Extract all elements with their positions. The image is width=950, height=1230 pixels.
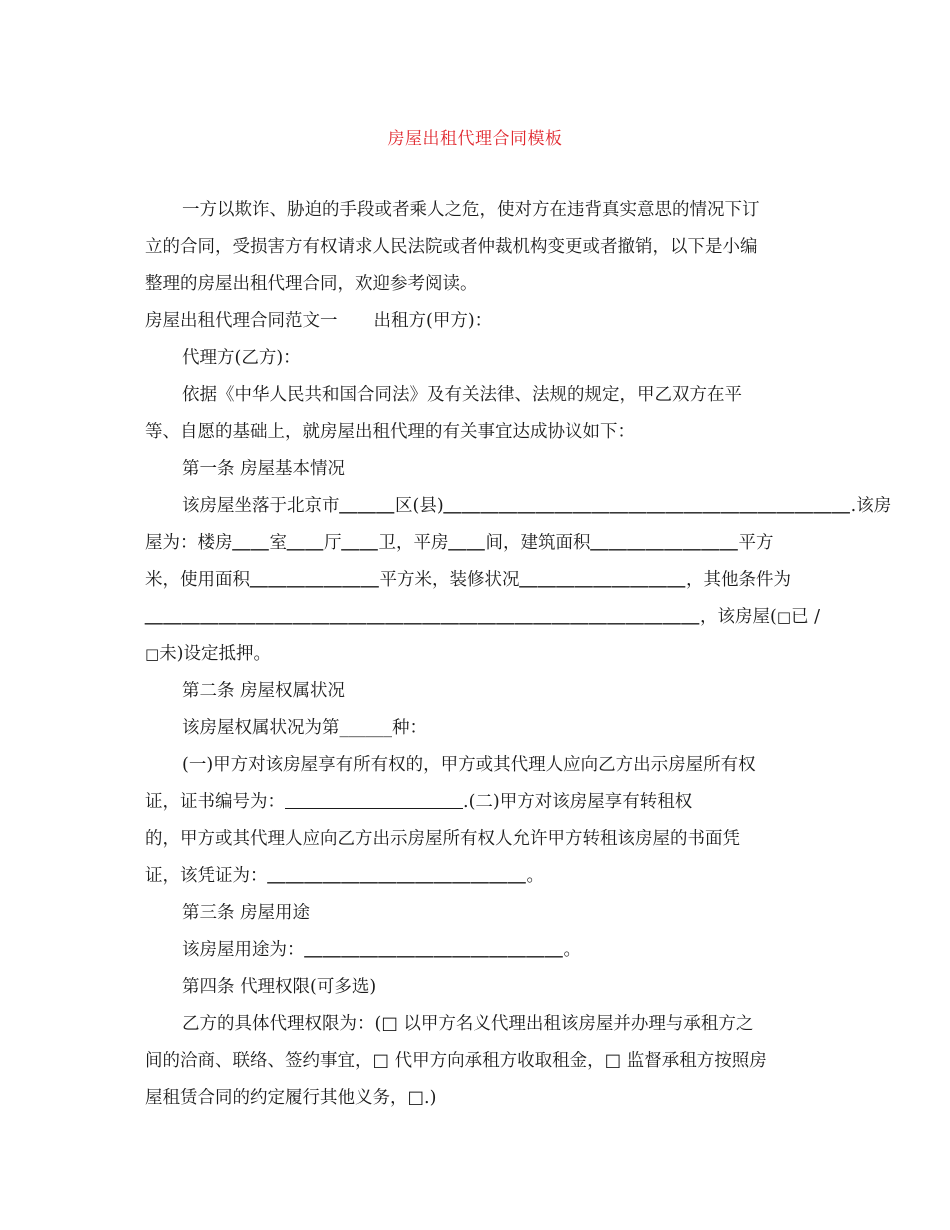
article-3-line-1 xyxy=(145,932,810,969)
halls-blank: ＿＿ xyxy=(287,533,324,553)
line-end-text: .该房 xyxy=(850,496,892,516)
basis-line-2: 等、自愿的基础上，就房屋出租代理的有关事宜达成协议如下： xyxy=(145,422,635,442)
article-2-line-5 xyxy=(145,858,810,895)
article-1-line-2 xyxy=(145,525,810,562)
intro-line-1: 一方以欺诈、胁迫的手段或者乘人之危，使对方在违背真实意思的情况下订 xyxy=(182,200,760,220)
location-label: 该房屋坐落于北京市 xyxy=(182,496,340,516)
article-1-line-1 xyxy=(145,488,892,525)
article-2-heading: 第二条 房屋权属状况 xyxy=(182,681,346,701)
article-4-line-2: 间的洽商、联络、签约事宜，□ 代甲方向承租方收取租金，□ 监督承租方按照房 xyxy=(145,1051,767,1071)
certificate-label: 证，证书编号为： xyxy=(145,792,285,812)
baths-label: 卫，平房 xyxy=(378,533,449,553)
rooms-label: 室 xyxy=(269,533,287,553)
baths-blank: ＿＿ xyxy=(341,533,379,553)
sublease-text: .(二)甲方对该房屋享有转租权 xyxy=(463,792,693,812)
article-2-line-3 xyxy=(145,784,810,821)
article-4-line-3: 屋租赁合同的约定履行其他义务，□.) xyxy=(145,1088,437,1108)
article-1-line-5 xyxy=(145,636,810,673)
article-1-line-3 xyxy=(145,562,810,599)
decoration-label: 平方米，装修状况 xyxy=(379,570,520,590)
halls-label: 厅 xyxy=(324,533,342,553)
usage-blank: ＿＿＿＿＿＿＿＿＿＿＿＿＿＿ xyxy=(304,940,564,960)
sample-heading: 房屋出租代理合同范文一 xyxy=(145,311,338,331)
other-conditions-blank: ＿＿＿＿＿＿＿＿＿＿＿＿＿＿＿＿＿＿＿＿＿＿＿＿＿＿＿＿＿＿ xyxy=(145,607,700,627)
period: 。 xyxy=(563,940,581,960)
document-title: 房屋出租代理合同模板 xyxy=(387,129,563,149)
voucher-label: 证，该凭证为： xyxy=(145,866,268,886)
article-2-line-2: (一)甲方对该房屋享有所有权的，甲方或其代理人应向乙方出示房屋所有权 xyxy=(182,755,756,775)
article-3-heading: 第三条 房屋用途 xyxy=(182,903,311,923)
usable-area-blank: ＿＿＿＿＿＿＿ xyxy=(250,570,380,590)
area-unit: 平方 xyxy=(738,533,774,553)
article-2-line-1: 该房屋权属状况为第______种： xyxy=(182,718,427,738)
building-label: 屋为：楼房 xyxy=(145,533,233,553)
rooms-blank: ＿＿ xyxy=(232,533,270,553)
decoration-blank: ＿＿＿＿＿＿＿＿＿ xyxy=(519,570,686,590)
mortgage-yes-label: 已 / xyxy=(791,607,820,627)
mortgage-label: ，该房屋( xyxy=(700,607,777,627)
article-2-line-4: 的，甲方或其代理人应向乙方出示房屋所有权人允许甲方转租该房屋的书面凭 xyxy=(145,829,740,849)
document-body xyxy=(145,192,892,1117)
bungalow-blank: ＿＿ xyxy=(448,533,486,553)
article-1-line-4 xyxy=(145,599,820,636)
article-4-line-1: 乙方的具体代理权限为：(□ 以甲方名义代理出租该房屋并办理与承租方之 xyxy=(182,1014,754,1034)
period: 。 xyxy=(526,866,544,886)
mortgage-no-label: 未)设定抵押。 xyxy=(159,644,272,664)
voucher-blank: ＿＿＿＿＿＿＿＿＿＿＿＿＿＿ xyxy=(267,866,527,886)
usage-label: 该房屋用途为： xyxy=(182,940,305,960)
area-label: 间，建筑面积 xyxy=(485,533,591,553)
district-blank: ＿＿＿ xyxy=(339,496,395,516)
lessor-label: 出租方(甲方)： xyxy=(373,311,493,331)
other-label: ，其他条件为 xyxy=(686,570,791,590)
certificate-number-blank xyxy=(285,792,463,812)
sample-heading-line xyxy=(145,303,810,340)
checkbox-icon: □ xyxy=(776,608,792,626)
basis-line-1: 依据《中华人民共和国合同法》及有关法律、法规的规定，甲乙双方在平 xyxy=(182,385,742,405)
article-4-heading: 第四条 代理权限(可多选) xyxy=(182,977,377,997)
intro-line-2: 立的合同，受损害方有权请求人民法院或者仲裁机构变更或者撤销，以下是小编 xyxy=(145,237,758,257)
agent-label: 代理方(乙方)： xyxy=(182,348,301,368)
area-blank: ＿＿＿＿＿＿＿＿ xyxy=(590,533,739,553)
usable-area-label: 米，使用面积 xyxy=(145,570,250,590)
address-blank: ＿＿＿＿＿＿＿＿＿＿＿＿＿＿＿＿＿＿＿＿＿＿ xyxy=(443,496,851,516)
article-1-heading: 第一条 房屋基本情况 xyxy=(182,459,346,479)
checkbox-icon: □ xyxy=(145,645,160,663)
district-label: 区(县) xyxy=(395,496,444,516)
intro-line-3: 整理的房屋出租代理合同，欢迎参考阅读。 xyxy=(145,274,478,294)
